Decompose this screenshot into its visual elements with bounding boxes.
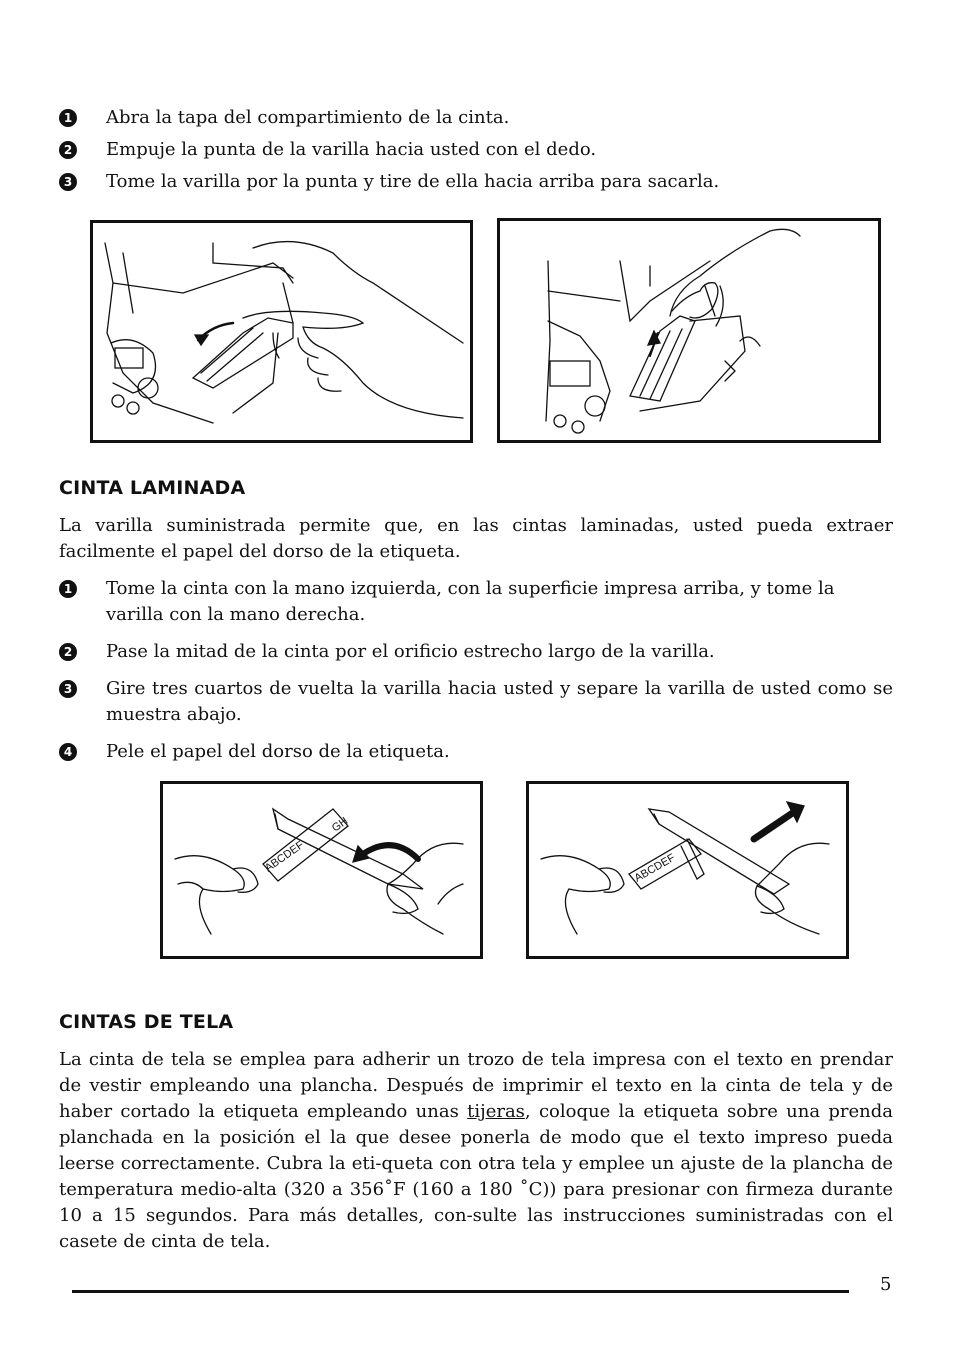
- fabric-body-underlined: tijeras: [467, 1101, 525, 1122]
- tape-label-text: ABCDEF: [262, 839, 307, 875]
- fabric-body: [59, 1047, 893, 1255]
- step-number-badge: 2: [59, 141, 77, 159]
- illustration-push-rod: [90, 220, 473, 443]
- fabric-body-part: La cinta de tela se emplea para adherir un trozo de tela impresa con el texto en prendar de vestir empleando una plancha. Después de imprimir el texto en la cinta de tela y de haber cortado la etiqueta empleando unas: [59, 1049, 893, 1122]
- step-number-badge: 3: [59, 173, 77, 191]
- step-item: [59, 639, 893, 665]
- step-item: [59, 137, 893, 163]
- section-heading-laminated: CINTA LAMINADA: [59, 477, 246, 499]
- step-number-badge: 2: [59, 643, 77, 661]
- step-item: [59, 105, 893, 131]
- tape-label-text-end: GH: [329, 815, 351, 835]
- step-number-badge: 3: [59, 680, 77, 698]
- page-number: 5: [880, 1274, 892, 1295]
- fabric-body-part: , coloque la etiqueta sobre una prenda planchada en la posición el la que desee ponerla de modo que el texto impreso pueda leerse correctamente. Cubra la eti-queta con otra tela y emplee un ajuste de la plancha de temperatura medio-alta (320 a 356˚F (160 a 180 ˚C)) para presionar con firmeza durante 10 a 15 segundos. Para más detalles, con-sulte las instrucciones suministradas con el casete de cinta de tela.: [59, 1101, 893, 1252]
- step-text: Empuje la punta de la varilla hacia usted con el dedo.: [106, 139, 597, 160]
- step-text: Abra la tapa del compartimiento de la cinta.: [106, 107, 510, 128]
- step-text: Tome la varilla por la punta y tire de ella hacia arriba para sacarla.: [106, 171, 720, 192]
- illustration-peel-backing: [526, 781, 849, 959]
- step-text: Tome la cinta con la mano izquierda, con la superficie impresa arriba, y tome la varilla con la mano derecha.: [106, 578, 835, 625]
- step-number-badge: 4: [59, 743, 77, 761]
- footer-rule: [72, 1290, 849, 1293]
- step-number-badge: 1: [59, 109, 77, 127]
- step-text: Pase la mitad de la cinta por el orificio estrecho largo de la varilla.: [106, 641, 715, 662]
- section-heading-fabric: CINTAS DE TELA: [59, 1011, 234, 1033]
- steps-remove-rod: [59, 105, 893, 195]
- illustration-twist-rod: [160, 781, 483, 959]
- step-number-badge: 1: [59, 580, 77, 598]
- step-item: [59, 739, 893, 765]
- steps-laminated: [59, 576, 893, 765]
- tape-label-text: ABCDEF: [632, 851, 678, 885]
- illustration-pull-rod: [497, 218, 881, 443]
- laminated-intro: La varilla suministrada permite que, en las cintas laminadas, usted pueda extraer facilmente el papel del dorso de la etiqueta.: [59, 515, 893, 562]
- step-item: [59, 676, 893, 728]
- step-item: [59, 169, 893, 195]
- step-text: Gire tres cuartos de vuelta la varilla hacia usted y separe la varilla de usted como se muestra abajo.: [106, 678, 893, 725]
- step-text: Pele el papel del dorso de la etiqueta.: [106, 741, 450, 762]
- step-item: [59, 576, 893, 628]
